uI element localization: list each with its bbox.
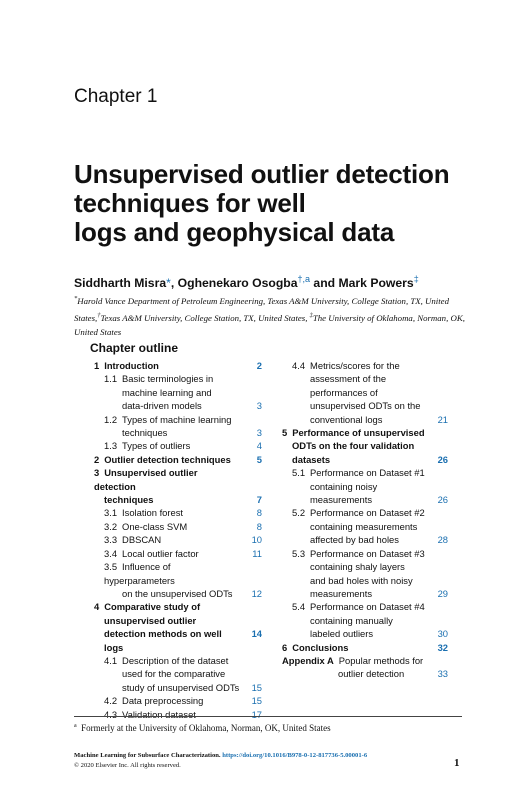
toc-entry[interactable]: [94, 614, 262, 627]
toc-entry-page[interactable]: 21: [437, 413, 448, 425]
toc-entry-label: techniques: [122, 427, 168, 439]
toc-entry-label: containing measurements: [310, 520, 418, 532]
toc-entry-page[interactable]: 4: [256, 440, 262, 452]
toc-entry-number: 3: [94, 467, 100, 479]
affiliations: [74, 292, 470, 340]
author-mark[interactable]: ‡: [413, 274, 419, 284]
toc-entry-number: 1.2: [104, 413, 118, 425]
toc-entry-label: datasets: [292, 453, 331, 465]
toc-entry-label: machine learning and: [122, 386, 212, 398]
toc-entry-label: Data preprocessing: [122, 695, 204, 707]
toc-entry-label: Performance of unsupervised: [292, 427, 425, 439]
toc-entry[interactable]: [282, 372, 448, 385]
toc-entry-number: 5.1: [292, 467, 306, 479]
toc-entry[interactable]: [94, 359, 262, 372]
toc-entry-label: Types of machine learning: [122, 413, 232, 425]
toc-entry-label: Unsupervised outlier detection: [94, 467, 198, 492]
author-mark[interactable]: *: [166, 276, 171, 291]
toc-entry[interactable]: [94, 466, 262, 493]
toc-entry-label: Metrics/scores for the: [310, 360, 400, 371]
author-name: Mark Powers: [338, 276, 414, 291]
author-mark[interactable]: †,a: [297, 274, 311, 284]
toc-entry[interactable]: [94, 506, 262, 519]
toc-entry[interactable]: [94, 560, 262, 587]
toc-entry-label: Comparative study of: [104, 601, 201, 613]
toc-entry-label: study of unsupervised ODTs: [122, 681, 240, 693]
toc-entry-label: Local outlier factor: [122, 547, 199, 559]
toc-entry-number: 5.3: [292, 547, 306, 559]
toc-entry[interactable]: [282, 506, 448, 519]
toc-entry[interactable]: [94, 708, 262, 721]
chapter-label: Chapter 1: [74, 86, 158, 107]
toc-column-left: [94, 359, 262, 721]
toc-entry-number: 1.1: [104, 373, 118, 385]
toc-entry-label: containing shaly layers: [310, 561, 405, 573]
toc-entry-label: techniques: [104, 494, 154, 506]
toc-entry-label: Performance on Dataset #3: [310, 547, 425, 559]
toc-entry-page[interactable]: 5: [256, 453, 262, 465]
toc-entry[interactable]: [94, 399, 262, 412]
toc-entry-label: Types of outliers: [122, 440, 191, 452]
toc-entry[interactable]: [282, 574, 448, 587]
toc-entry[interactable]: [94, 453, 262, 466]
affiliation-mark: *: [74, 295, 78, 302]
toc-entry[interactable]: [282, 560, 448, 573]
toc-entry-label: used for the comparative: [122, 668, 226, 680]
toc-entry-page[interactable]: 3: [256, 400, 262, 412]
toc-entry-label: Introduction: [104, 360, 159, 371]
toc-entry-label: Popular methods for: [338, 654, 424, 666]
toc-entry[interactable]: [94, 654, 262, 667]
toc-entry-label: Influence of hyperparameters: [104, 561, 175, 586]
toc-entry-number: 4.4: [292, 360, 306, 371]
toc-entry[interactable]: [94, 372, 262, 385]
doi-link[interactable]: https://doi.org/10.1016/B978-0-12-817736-5.00001-6: [222, 752, 368, 759]
toc-entry[interactable]: [94, 386, 262, 399]
author-separator: ,: [170, 276, 178, 291]
toc-entry[interactable]: [282, 453, 448, 466]
toc-entry-page[interactable]: 12: [251, 587, 262, 599]
toc-entry[interactable]: [94, 681, 262, 694]
toc-entry-page[interactable]: 28: [437, 534, 448, 546]
toc-entry-label: Outlier detection techniques: [104, 453, 231, 465]
toc-entry[interactable]: [282, 614, 448, 627]
affiliation-text: Texas A&M University, College Station, TX, United States,: [100, 312, 308, 323]
title-line: logs and geophysical data: [74, 217, 395, 247]
toc-entry-label: labeled outliers: [310, 628, 374, 640]
toc-column-right: [282, 359, 448, 681]
toc-entry[interactable]: [94, 426, 262, 439]
toc-entry[interactable]: [282, 587, 448, 600]
toc-entry[interactable]: [282, 533, 448, 546]
toc-entry-number: Appendix A: [282, 654, 334, 666]
affiliation-text: Harold Vance Department of Petroleum Engineering, Texas A&M University, College Station,: [77, 295, 409, 306]
toc-entry-number: 5.2: [292, 507, 306, 519]
toc-entry[interactable]: [94, 533, 262, 546]
toc-entry[interactable]: [94, 493, 262, 506]
title-line: Unsupervised outlier detection: [74, 159, 450, 189]
toc-entry[interactable]: [94, 587, 262, 600]
toc-entry-label: and bad holes with noisy: [310, 574, 413, 586]
toc-entry-number: 4.1: [104, 654, 118, 666]
toc-entry-number: 4.3: [104, 708, 118, 720]
footnote-text: Formerly at the University of Oklahoma, Norman, OK, United States: [81, 723, 331, 733]
page-number: 1: [454, 757, 460, 769]
toc-entry-label: outlier detection: [338, 668, 405, 680]
toc-entry-page[interactable]: 2: [256, 360, 262, 371]
toc-entry-page[interactable]: 29: [437, 587, 448, 599]
author-list: [74, 274, 419, 290]
toc-entry-number: 4: [94, 601, 100, 613]
author-name: Siddharth Misra: [74, 276, 167, 291]
toc-entry-label: detection methods on well logs: [104, 628, 222, 653]
toc-entry-page[interactable]: 8: [256, 520, 262, 532]
chapter-title: [74, 160, 494, 247]
affiliation-text: Oklahoma, Norman, OK, United States: [74, 312, 465, 338]
toc-entry-page[interactable]: 11: [252, 547, 262, 559]
toc-entry[interactable]: [94, 600, 262, 613]
toc-entry-label: Performance on Dataset #2: [310, 507, 425, 519]
toc-entry-label: affected by bad holes: [310, 534, 399, 546]
toc-entry-label: One-class SVM: [122, 520, 188, 532]
toc-entry-label: containing manually: [310, 614, 393, 626]
toc-entry-label: performances of: [310, 386, 378, 398]
toc-entry-number: 5.4: [292, 601, 306, 613]
toc-entry[interactable]: [282, 413, 448, 426]
toc-entry[interactable]: [282, 641, 448, 654]
toc-entry-label: DBSCAN: [122, 534, 162, 546]
toc-entry-page[interactable]: 15: [251, 681, 262, 693]
toc-entry-label: Performance on Dataset #1: [310, 467, 425, 479]
title-line: techniques for well: [74, 188, 306, 218]
toc-entry-number: 3.1: [104, 507, 118, 519]
footnote-mark: a: [74, 723, 77, 729]
toc-entry-page[interactable]: 10: [251, 534, 262, 546]
toc-entry[interactable]: [94, 627, 262, 654]
toc-entry[interactable]: [94, 694, 262, 707]
toc-entry[interactable]: [282, 600, 448, 613]
toc-entry-label: Validation dataset: [122, 708, 196, 720]
affiliation-text: TX, United States,: [74, 295, 449, 323]
toc-entry-page[interactable]: 26: [437, 494, 448, 506]
toc-entry[interactable]: [282, 627, 448, 640]
toc-entry[interactable]: [282, 493, 448, 506]
toc-entry-label: conventional logs: [310, 413, 383, 425]
toc-entry-number: 1.3: [104, 440, 118, 452]
toc-entry-label: Performance on Dataset #4: [310, 601, 425, 613]
toc-entry-label: Conclusions: [292, 641, 349, 653]
toc-entry-label: measurements: [310, 587, 373, 599]
toc-entry-page[interactable]: 15: [251, 695, 262, 707]
affiliation-mark: †: [97, 311, 101, 319]
toc-entry-label: ODTs on the four validation: [292, 440, 415, 452]
footnote: [74, 723, 331, 733]
toc-entry-number: 6: [282, 641, 288, 653]
toc-entry-page[interactable]: 14: [251, 628, 262, 640]
toc-entry-page[interactable]: 26: [437, 453, 448, 465]
author-name: Oghenekaro Osogba: [177, 276, 298, 291]
toc-entry-label: on the unsupervised ODTs: [122, 587, 233, 599]
toc-entry[interactable]: [94, 413, 262, 426]
outline-heading: Chapter outline: [90, 341, 179, 355]
toc-entry[interactable]: [94, 520, 262, 533]
toc-entry[interactable]: [282, 547, 448, 560]
toc-entry-number: 5: [282, 427, 288, 439]
toc-entry-label: measurements: [310, 494, 373, 506]
footer-citation: [74, 752, 367, 759]
toc-entry[interactable]: [94, 667, 262, 680]
toc-entry[interactable]: [282, 359, 448, 372]
toc-entry-page[interactable]: 3: [256, 427, 262, 439]
toc-entry[interactable]: [282, 466, 448, 479]
footnote-divider: [74, 716, 462, 717]
toc-entry-page[interactable]: 30: [437, 628, 448, 640]
toc-entry-number: 3.3: [104, 534, 118, 546]
toc-entry-label: Description of the dataset: [122, 654, 229, 666]
toc-entry-label: unsupervised ODTs on the: [310, 400, 421, 412]
toc-entry[interactable]: [282, 654, 448, 667]
toc-entry[interactable]: [94, 547, 262, 560]
toc-entry[interactable]: [282, 399, 448, 412]
toc-entry-label: data-driven models: [122, 400, 202, 412]
toc-entry-number: 3.4: [104, 547, 118, 559]
toc-entry-page[interactable]: 32: [437, 641, 448, 653]
toc-entry-page[interactable]: 7: [256, 494, 262, 506]
affiliation-text: The University of: [312, 312, 374, 323]
toc-entry[interactable]: [282, 480, 448, 493]
toc-entry-label: unsupervised outlier: [104, 614, 197, 626]
affiliation-mark: ‡: [309, 311, 313, 319]
toc-entry-number: 1: [94, 360, 100, 371]
copyright: © 2020 Elsevier Inc. All rights reserved.: [74, 762, 181, 769]
toc-entry-number: 2: [94, 453, 100, 465]
book-title: Machine Learning for Subsurface Characterization.: [74, 752, 221, 759]
toc-entry-label: containing noisy: [310, 480, 378, 492]
toc-entry-page[interactable]: 33: [437, 668, 448, 680]
toc-entry[interactable]: [94, 439, 262, 452]
toc-entry[interactable]: [282, 667, 448, 680]
toc-entry-label: Basic terminologies in: [122, 373, 214, 385]
author-separator: and: [310, 276, 339, 291]
toc-entry[interactable]: [282, 386, 448, 399]
toc-entry-page[interactable]: 17: [251, 708, 262, 720]
toc-entry-page[interactable]: 8: [256, 507, 262, 519]
toc-entry-number: 3.2: [104, 520, 118, 532]
toc-entry-label: assessment of the: [310, 373, 387, 385]
toc-entry[interactable]: [282, 439, 448, 452]
toc-entry-label: Isolation forest: [122, 507, 184, 519]
toc-entry-number: 4.2: [104, 695, 118, 707]
toc-entry-number: 3.5: [104, 561, 118, 573]
toc-entry[interactable]: [282, 426, 448, 439]
toc-entry[interactable]: [282, 520, 448, 533]
